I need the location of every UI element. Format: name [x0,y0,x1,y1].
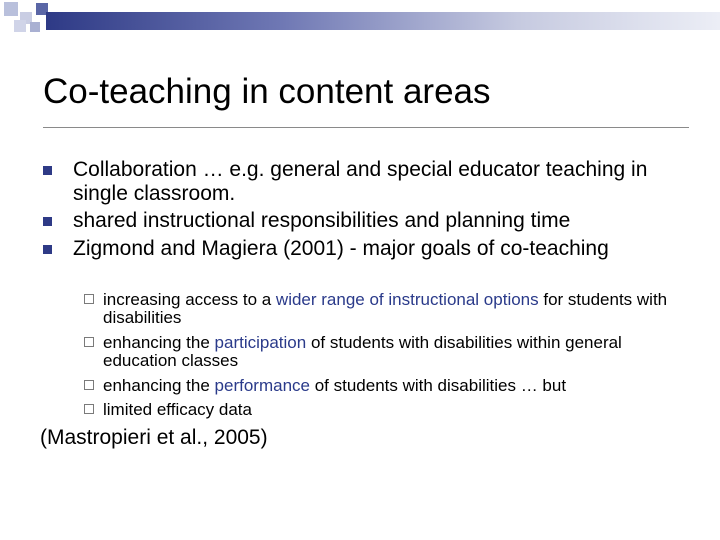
sub-bullet-item [84,401,684,419]
bullet-item [43,237,683,261]
bullet-text: shared instructional responsibilities and planning time [73,209,571,232]
highlighted-phrase: wider range of instructional options [275,290,539,309]
highlighted-phrase: participation [214,333,307,352]
sub-bullet-item [84,334,684,370]
hollow-square-icon [84,380,94,390]
title-divider [43,127,689,128]
highlighted-phrase: performance [214,376,310,395]
citation: (Mastropieri et al., 2005) [40,426,268,449]
bullet-item [43,209,683,233]
square-bullet-icon [43,217,52,226]
square-bullet-icon [43,245,52,254]
sub-bullet-text: enhancing the participation of students with disabilities within general education classes [103,333,622,370]
slide-title: Co-teaching in content areas [43,72,491,111]
hollow-square-icon [84,294,94,304]
sub-bullet-text: increasing access to a wider range of instructional options for students with disabilities [103,290,668,327]
decor-square [14,20,26,32]
sub-bullet-text: enhancing the performance of students with disabilities … but [103,376,567,395]
square-bullet-icon [43,166,52,175]
sub-bullet-item [84,377,684,395]
bullet-text: Collaboration … e.g. general and special educator teaching in single classroom. [73,158,648,205]
hollow-square-icon [84,337,94,347]
sub-bullet-text: limited efficacy data [103,400,252,419]
sub-bullet-item [84,291,684,327]
bullet-item [43,158,683,206]
hollow-square-icon [84,404,94,414]
bullet-text: Zigmond and Magiera (2001) - major goals of co-teaching [73,237,609,260]
decor-square [4,2,18,16]
decor-square [30,22,40,32]
header-gradient-bar [46,12,720,30]
